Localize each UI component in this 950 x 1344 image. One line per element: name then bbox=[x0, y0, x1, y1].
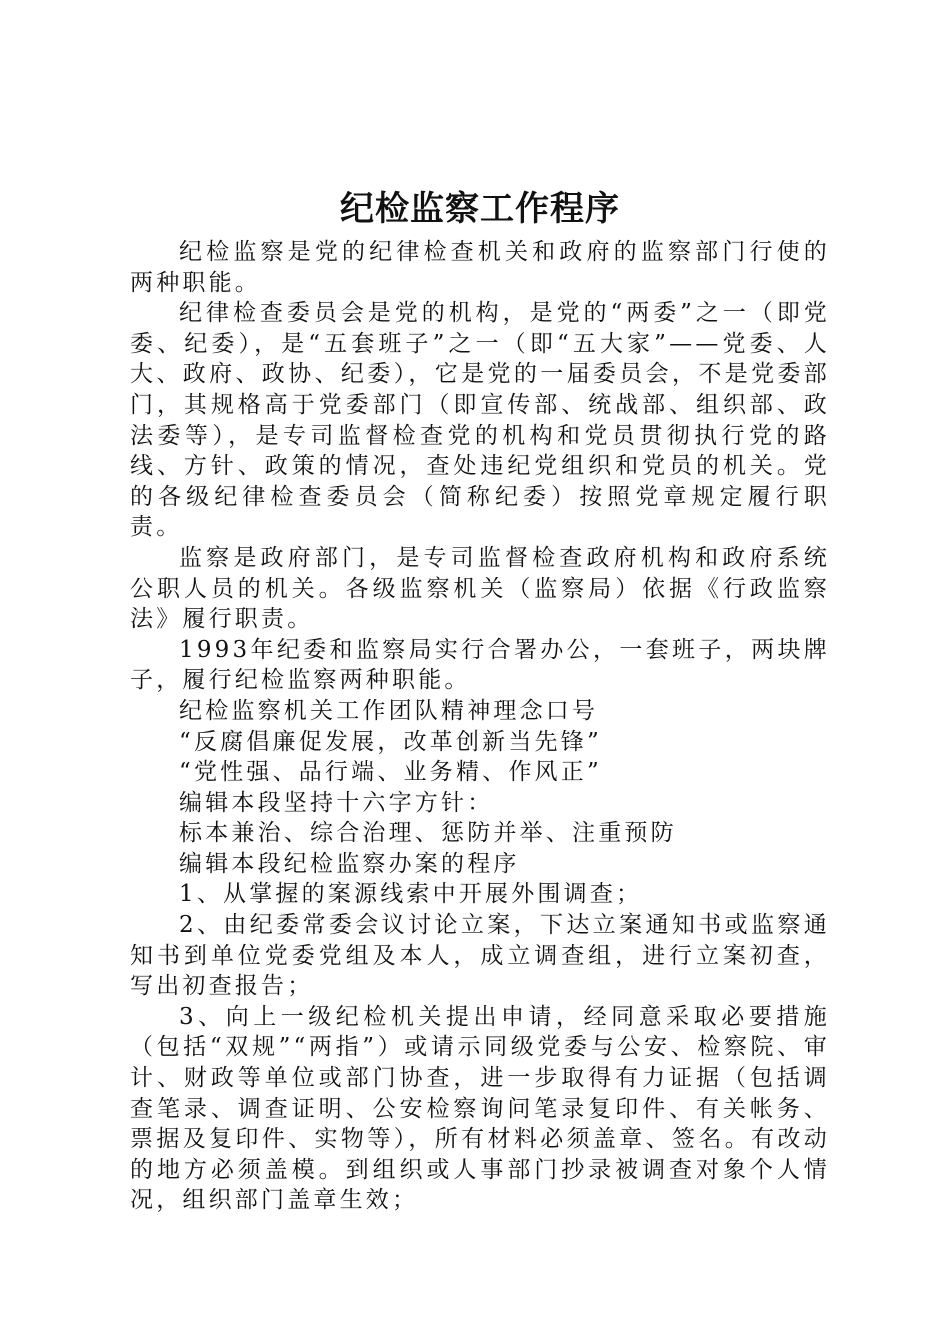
paragraph-intro: 纪检监察是党的纪律检查机关和政府的监察部门行使的两种职能。 bbox=[130, 239, 830, 296]
paragraph-discipline-commission: 纪律检查委员会是党的机构，是党的“两委”之一（即党委、纪委），是“五套班子”之一（即“五大家”——党委、人大、政府、政协、纪委），它是党的一届委员会，不是党委部门，其规格高于党委部门（即宣传部、统战部、组织部、政法委等），是专司监督检查党的机构和党员贯彻执行党的路线、方针、政策的情况，查处违纪党组织和党员的机关。党的各级纪律检查委员会（简称纪委）按照党章规定履行职责。 bbox=[130, 300, 830, 541]
paragraph-principle: 标本兼治、综合治理、惩防并举、注重预防 bbox=[179, 820, 677, 847]
paragraph-procedure-heading: 编辑本段纪检监察办案的程序 bbox=[179, 850, 520, 877]
document-page bbox=[130, 183, 830, 1216]
paragraph-supervision: 监察是政府部门，是专司监督检查政府机构和政府系统公职人员的机关。各级监察机关（监察局）依据《行政监察法》履行职责。 bbox=[130, 544, 830, 633]
paragraph-slogan-1: “反腐倡廉促发展，改革创新当先锋” bbox=[179, 728, 602, 755]
paragraph-step-2: 2、由纪委常委会议讨论立案，下达立案通知书或监察通知书到单位党委党组及本人，成立调查组，进行立案初查，写出初查报告； bbox=[130, 912, 830, 1000]
paragraph-principle-heading: 编辑本段坚持十六字方针： bbox=[179, 789, 494, 816]
paragraph-slogan-2: “党性强、品行端、业务精、作风正” bbox=[179, 759, 602, 786]
paragraph-step-3: 3、向上一级纪检机关提出申请，经同意采取必要措施（包括“双规”“两指”）或请示同级党委与公安、检察院、审计、财政等单位或部门协查，进一步取得有力证据（包括调查笔录、调查证明、公安检察询问笔录复印件、有关帐务、票据及复印件、实物等），所有材料必须盖章、签名。有改动的地方必须盖模。到组织或人事部门抄录被调查对象个人情况，组织部门盖章生效； bbox=[130, 1003, 830, 1214]
paragraph-merger-1993: 1993年纪委和监察局实行合署办公，一套班子，两块牌子，履行纪检监察两种职能。 bbox=[130, 636, 830, 694]
document-title: 纪检监察工作程序 bbox=[340, 189, 620, 229]
paragraph-slogan-heading: 纪检监察机关工作团队精神理念口号 bbox=[179, 697, 599, 724]
paragraph-step-1: 1、从掌握的案源线索中开展外围调查； bbox=[179, 881, 643, 908]
